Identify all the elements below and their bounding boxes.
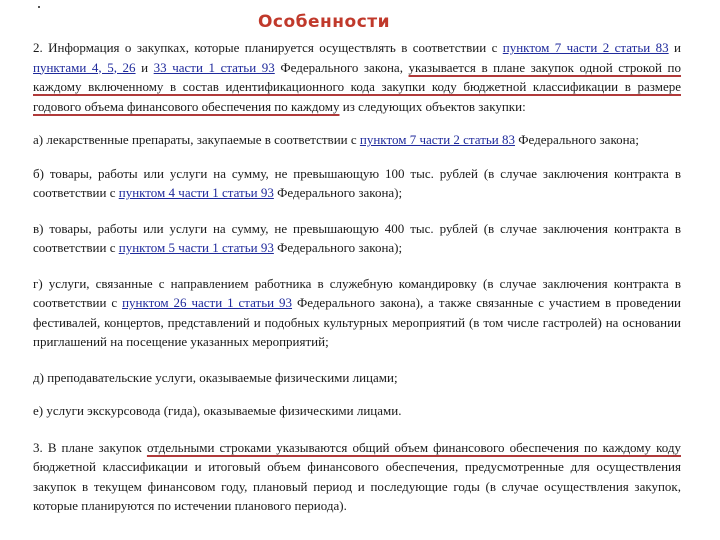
item-a: а) лекарственные препараты, закупаемые в соответствии с пунктом 7 части 2 статьи 83 Федерального закона; [33, 132, 639, 147]
item-g-link[interactable]: пунктом 26 части 1 статьи 93 [122, 295, 293, 310]
p3-highlighted-text: отдельными строками указываются общий объем финансового обеспечения по каждому коду [146, 439, 681, 455]
link-points-4-5-26[interactable]: пунктами 4, 5, 26 [33, 59, 136, 75]
item-v: в) товары, работы или услуги на сумму, не превышающую 400 тыс. рублей (в случае заключения контракта в соответствии с пунктом 5 части 1 статьи 93 Федерального закона); [33, 220, 681, 255]
item-v-link[interactable]: пунктом 5 части 1 статьи 93 [118, 240, 274, 255]
item-b-link[interactable]: пунктом 4 части 1 статьи 93 [118, 185, 274, 200]
decorative-dot [38, 6, 40, 8]
item-a-link[interactable]: пунктом 7 части 2 статьи 83 [359, 132, 516, 147]
item-g: г) услуги, связанные с направлением работника в служебную командировку (в случае заключения контракта в соответствии с пунктом 26 части 1 статьи 93 Федерального закона), а также связанные с участием в проведении фестивалей, концертов, представлений и подобных культурных мероприятий (в том числе гастролей) на основании приглашений на посещение указанных мероприятий; [33, 275, 681, 349]
item-e: е) услуги экскурсовода (гида), оказываемые физическими лицами. [33, 403, 402, 418]
link-p7-c2-a83[interactable]: пунктом 7 части 2 статьи 83 [502, 40, 669, 55]
item-b: б) товары, работы или услуги на сумму, не превышающую 100 тыс. рублей (в случае заключения контракта в соответствии с пунктом 4 части 1 статьи 93 Федерального закона); [33, 165, 681, 200]
p2-prefix: 2. Информация о закупках, которые планируется осуществлять в соответствии с [33, 40, 503, 55]
link-p33-c1-a93[interactable]: 33 части 1 статьи 93 [153, 59, 275, 75]
paragraph-2: 2. Информация о закупках, которые планируется осуществлять в соответствии с пунктом 7 части 2 статьи 83 и пунктами 4, 5, 26 и 33 части 1 статьи 93 Федерального закона, указывается в плане закупок одной строкой по каждому включенному в состав идентификационного кода закупки коду бюджетной классификации в размере годового объема финансового обеспечения по каждому из следующих объектов закупки: [33, 40, 682, 114]
p2-highlighted-text: указывается в плане закупок одной строкой по каждому включенному в состав идентификационного кода закупки коду бюджетной классификации в размере годового объема финансового обеспечения по каждому [33, 59, 682, 114]
paragraph-3: 3. В плане закупок отдельными строками указываются общий объем финансового обеспечения по каждому коду бюджетной классификации и итоговый объем финансового обеспечения, предусмотренные для осуществления закупок в текущем финансовом году, плановый период и последующие годы (в случае осуществления закупок, которые планируются по истечении планового периода). [33, 439, 681, 513]
item-d: д) преподавательские услуги, оказываемые физическими лицами; [33, 369, 398, 385]
document-body [33, 38, 681, 516]
page-title: Особенности [257, 12, 391, 32]
